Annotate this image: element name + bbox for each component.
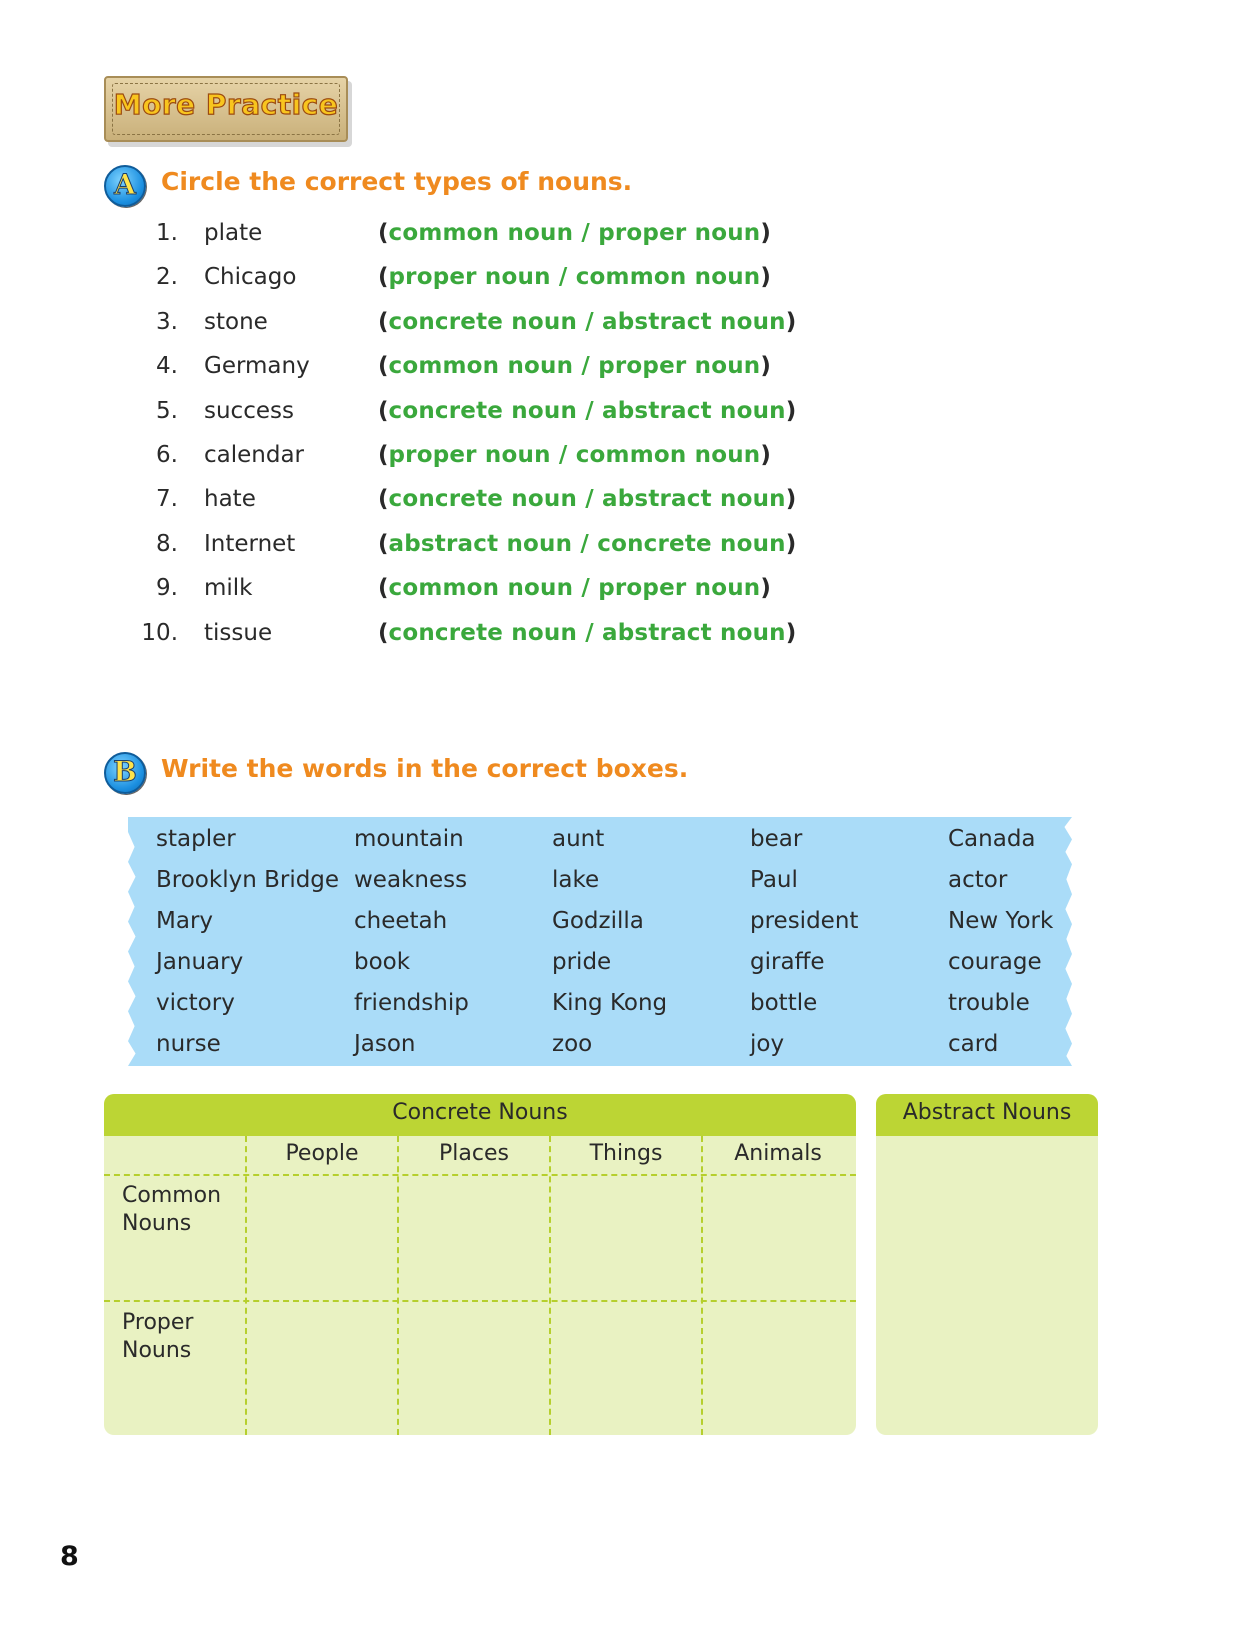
- word-bank-word: bottle: [750, 990, 818, 1016]
- option-two[interactable]: abstract noun: [602, 486, 786, 513]
- item-word: plate: [204, 220, 263, 246]
- page-number: 8: [60, 1541, 79, 1572]
- word-bank-word: trouble: [948, 990, 1030, 1016]
- item-number: 2.: [156, 264, 178, 291]
- section-a-title: Circle the correct types of nouns.: [161, 167, 633, 196]
- item-options: (proper noun / common noun): [378, 264, 771, 291]
- word-bank-word: Paul: [750, 867, 798, 893]
- item-options: (common noun / proper noun): [378, 353, 771, 380]
- item-number: 10.: [141, 619, 178, 646]
- option-two[interactable]: common noun: [575, 442, 761, 468]
- column-divider: [245, 1136, 247, 1435]
- item-word: Chicago: [204, 264, 297, 291]
- item-word: calendar: [204, 442, 305, 468]
- abstract-nouns-title: Abstract Nouns: [902, 1100, 1072, 1125]
- item-number: 7.: [156, 486, 178, 513]
- row-label-proper-nouns: [122, 1309, 193, 1365]
- item-options: (common noun / proper noun): [378, 220, 771, 246]
- word-bank-word: courage: [948, 949, 1042, 975]
- row-divider: [104, 1174, 856, 1176]
- row-label-line: Nouns: [122, 1211, 192, 1236]
- exercise-a-item: [0, 442, 1241, 482]
- option-two[interactable]: proper noun: [598, 575, 761, 602]
- word-bank-word: cheetah: [354, 908, 448, 934]
- item-word: tissue: [204, 619, 273, 646]
- option-one[interactable]: abstract noun: [388, 530, 573, 557]
- concrete-nouns-title: Concrete Nouns: [392, 1100, 568, 1125]
- more-practice-badge: [104, 76, 348, 142]
- option-two[interactable]: abstract noun: [602, 619, 786, 646]
- word-bank-word: book: [354, 949, 411, 975]
- option-two[interactable]: proper noun: [598, 220, 761, 246]
- abstract-nouns-header: [876, 1094, 1098, 1136]
- option-two[interactable]: abstract noun: [602, 397, 786, 424]
- option-one[interactable]: concrete noun: [388, 619, 578, 646]
- exercise-a-item: [0, 531, 1241, 571]
- word-bank-word: victory: [156, 990, 235, 1016]
- item-word: stone: [204, 308, 268, 335]
- row-label-common-nouns: [122, 1182, 221, 1238]
- option-one[interactable]: common noun: [388, 575, 574, 602]
- exercise-a-item: [0, 486, 1241, 526]
- row-label-line: Nouns: [122, 1338, 192, 1363]
- badge-label: More Practice: [113, 88, 339, 121]
- section-b-title: Write the words in the correct boxes.: [161, 754, 689, 783]
- word-bank-word: nurse: [156, 1031, 221, 1057]
- word-bank-word: Jason: [354, 1031, 416, 1057]
- item-options: (concrete noun / abstract noun): [378, 619, 797, 646]
- word-bank: [128, 817, 1072, 1066]
- word-bank-word: joy: [750, 1031, 785, 1057]
- word-bank-word: bear: [750, 826, 803, 852]
- word-bank-word: mountain: [354, 826, 464, 852]
- option-one[interactable]: proper noun: [388, 264, 551, 291]
- item-options: (concrete noun / abstract noun): [378, 308, 797, 335]
- option-one[interactable]: common noun: [388, 220, 574, 246]
- item-word: hate: [204, 486, 256, 513]
- word-bank-word: zoo: [552, 1031, 593, 1057]
- word-bank-word: Canada: [948, 826, 1036, 852]
- word-bank-word: King Kong: [552, 990, 668, 1016]
- column-header-animals: Animals: [734, 1141, 822, 1166]
- word-bank-word: actor: [948, 867, 1008, 893]
- column-divider: [549, 1136, 551, 1435]
- option-two[interactable]: abstract noun: [602, 308, 786, 335]
- option-two[interactable]: concrete noun: [597, 530, 786, 557]
- option-one[interactable]: concrete noun: [388, 397, 578, 424]
- word-bank-word: president: [750, 908, 859, 934]
- row-divider: [104, 1300, 856, 1302]
- section-b-letter: B: [113, 755, 137, 788]
- exercise-a-item: [0, 309, 1241, 349]
- option-one[interactable]: proper noun: [388, 442, 551, 468]
- item-options: (concrete noun / abstract noun): [378, 397, 797, 424]
- column-divider: [701, 1136, 703, 1435]
- option-one[interactable]: concrete noun: [388, 486, 578, 513]
- section-b-icon: [104, 752, 146, 794]
- word-bank-word: giraffe: [750, 949, 825, 975]
- item-number: 9.: [156, 575, 178, 602]
- item-number: 1.: [156, 220, 178, 246]
- item-number: 6.: [156, 442, 178, 468]
- item-number: 3.: [156, 308, 178, 335]
- word-bank-word: January: [156, 949, 244, 975]
- word-bank-word: New York: [948, 908, 1054, 934]
- word-bank-word: Godzilla: [552, 908, 644, 934]
- row-label-line: Proper: [122, 1310, 194, 1335]
- column-header-places: Places: [439, 1141, 509, 1166]
- exercise-a-item: [0, 264, 1241, 304]
- item-options: (proper noun / common noun): [378, 442, 771, 468]
- item-options: (concrete noun / abstract noun): [378, 486, 797, 513]
- row-label-line: Common: [122, 1183, 222, 1208]
- exercise-a-item: [0, 575, 1241, 615]
- concrete-nouns-header: [104, 1094, 856, 1136]
- item-number: 4.: [156, 353, 178, 380]
- exercise-a-item: [0, 620, 1241, 660]
- column-header-people: People: [285, 1141, 359, 1166]
- option-two[interactable]: common noun: [575, 264, 761, 291]
- exercise-a-item: [0, 353, 1241, 393]
- concrete-nouns-table: [104, 1094, 856, 1435]
- option-one[interactable]: concrete noun: [388, 308, 578, 335]
- column-divider: [397, 1136, 399, 1435]
- section-a-letter: A: [114, 168, 136, 201]
- item-word: milk: [204, 575, 253, 602]
- option-two[interactable]: proper noun: [598, 353, 761, 380]
- word-bank-word: card: [948, 1031, 999, 1057]
- exercise-a-item: [0, 398, 1241, 438]
- item-word: Germany: [204, 353, 310, 380]
- item-word: Internet: [204, 530, 296, 557]
- word-bank-word: pride: [552, 949, 612, 975]
- abstract-nouns-box: [876, 1094, 1098, 1435]
- word-bank-word: friendship: [354, 990, 469, 1016]
- word-bank-word: Brooklyn Bridge: [156, 867, 340, 893]
- item-number: 8.: [156, 530, 178, 557]
- exercise-a-item: [0, 220, 1241, 260]
- option-one[interactable]: common noun: [388, 353, 574, 380]
- word-bank-word: weakness: [354, 867, 468, 893]
- column-header-things: Things: [589, 1141, 663, 1166]
- word-bank-word: Mary: [156, 908, 214, 934]
- word-bank-word: lake: [552, 867, 600, 893]
- item-options: (common noun / proper noun): [378, 575, 771, 602]
- word-bank-word: stapler: [156, 826, 236, 852]
- word-bank-word: aunt: [552, 826, 605, 852]
- item-options: (abstract noun / concrete noun): [378, 530, 797, 557]
- item-word: success: [204, 397, 294, 424]
- item-number: 5.: [156, 397, 178, 424]
- section-a-icon: [104, 165, 146, 207]
